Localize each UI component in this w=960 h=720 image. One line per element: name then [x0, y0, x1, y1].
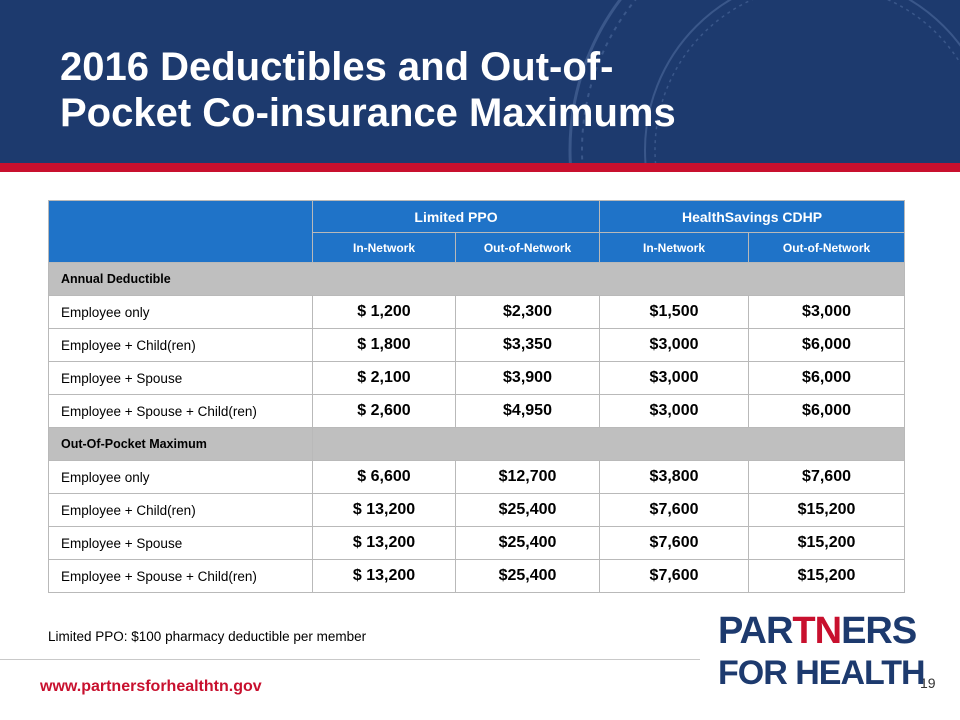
- table-cell: $7,600: [600, 560, 749, 593]
- table-cell: $25,400: [456, 494, 600, 527]
- table-cell: $3,350: [456, 329, 600, 362]
- table-row: [49, 362, 905, 395]
- subheader-out-of-network: Out-of-Network: [749, 233, 905, 263]
- logo-wordmark-top: [718, 610, 916, 652]
- table-cell: $6,000: [749, 329, 905, 362]
- table-cell: $ 2,600: [313, 395, 456, 428]
- table-row: [49, 560, 905, 593]
- table-cell: $12,700: [456, 461, 600, 494]
- plan-header-cdhp: HealthSavings CDHP: [600, 201, 905, 233]
- table-row: [49, 329, 905, 362]
- title-line-1: 2016 Deductibles and Out-of-: [60, 45, 614, 89]
- table-cell: $ 1,800: [313, 329, 456, 362]
- table-row: [49, 296, 905, 329]
- table-cell: $ 13,200: [313, 560, 456, 593]
- row-label: Employee + Spouse + Child(ren): [49, 560, 313, 593]
- table-row: [49, 494, 905, 527]
- row-label: Employee + Child(ren): [49, 494, 313, 527]
- table-cell: $7,600: [600, 527, 749, 560]
- table-cell: $15,200: [749, 527, 905, 560]
- section-header-fill: [313, 428, 905, 461]
- footer-divider: [0, 659, 700, 660]
- row-label: Employee + Spouse + Child(ren): [49, 395, 313, 428]
- title-line-2: Pocket Co-insurance Maximums: [60, 91, 676, 135]
- table-cell: $3,800: [600, 461, 749, 494]
- table-cell: $25,400: [456, 560, 600, 593]
- logo-tn-highlight: TN: [792, 610, 842, 652]
- divider: [0, 172, 960, 174]
- red-accent-stripe: [0, 163, 960, 172]
- table-cell: $3,900: [456, 362, 600, 395]
- section-header-annual-deductible: Annual Deductible: [49, 263, 905, 296]
- title-banner: [0, 0, 960, 163]
- table-cell: $3,000: [600, 395, 749, 428]
- table-row: [49, 461, 905, 494]
- table-row: [49, 527, 905, 560]
- table-cell: $3,000: [749, 296, 905, 329]
- logo-part-1: PAR: [718, 610, 793, 652]
- logo-part-3: ERS: [841, 610, 917, 652]
- table-cell: $3,000: [600, 362, 749, 395]
- table-cell: $25,400: [456, 527, 600, 560]
- row-label: Employee only: [49, 296, 313, 329]
- table-cell: $ 1,200: [313, 296, 456, 329]
- table-row: [49, 395, 905, 428]
- page-number: 19: [920, 675, 936, 691]
- table-cell: $15,200: [749, 560, 905, 593]
- table-cell: $6,000: [749, 362, 905, 395]
- table-cell: $6,000: [749, 395, 905, 428]
- corner-header-cell: [49, 201, 313, 263]
- row-label: Employee only: [49, 461, 313, 494]
- table-cell: $ 6,600: [313, 461, 456, 494]
- subheader-in-network: In-Network: [600, 233, 749, 263]
- table-cell: $1,500: [600, 296, 749, 329]
- deductibles-table: [48, 200, 905, 593]
- table-cell: $ 13,200: [313, 527, 456, 560]
- subheader-in-network: In-Network: [313, 233, 456, 263]
- row-label: Employee + Child(ren): [49, 329, 313, 362]
- table-cell: $ 2,100: [313, 362, 456, 395]
- table-cell: $2,300: [456, 296, 600, 329]
- row-label: Employee + Spouse: [49, 362, 313, 395]
- page-title: [60, 44, 880, 136]
- section-header-out-of-pocket-maximum: Out-Of-Pocket Maximum: [49, 428, 313, 461]
- table-cell: $7,600: [600, 494, 749, 527]
- table-cell: $3,000: [600, 329, 749, 362]
- partners-for-health-logo: [718, 610, 925, 694]
- table-cell: $7,600: [749, 461, 905, 494]
- table-cell: $15,200: [749, 494, 905, 527]
- footnote: Limited PPO: $100 pharmacy deductible per member: [48, 629, 367, 644]
- plan-header-limited-ppo: Limited PPO: [313, 201, 600, 233]
- subheader-out-of-network: Out-of-Network: [456, 233, 600, 263]
- row-label: Employee + Spouse: [49, 527, 313, 560]
- table-cell: $4,950: [456, 395, 600, 428]
- logo-wordmark-bottom: FOR HEALTH: [718, 654, 925, 692]
- table-cell: $ 13,200: [313, 494, 456, 527]
- website-link[interactable]: www.partnersforhealthtn.gov: [40, 678, 262, 695]
